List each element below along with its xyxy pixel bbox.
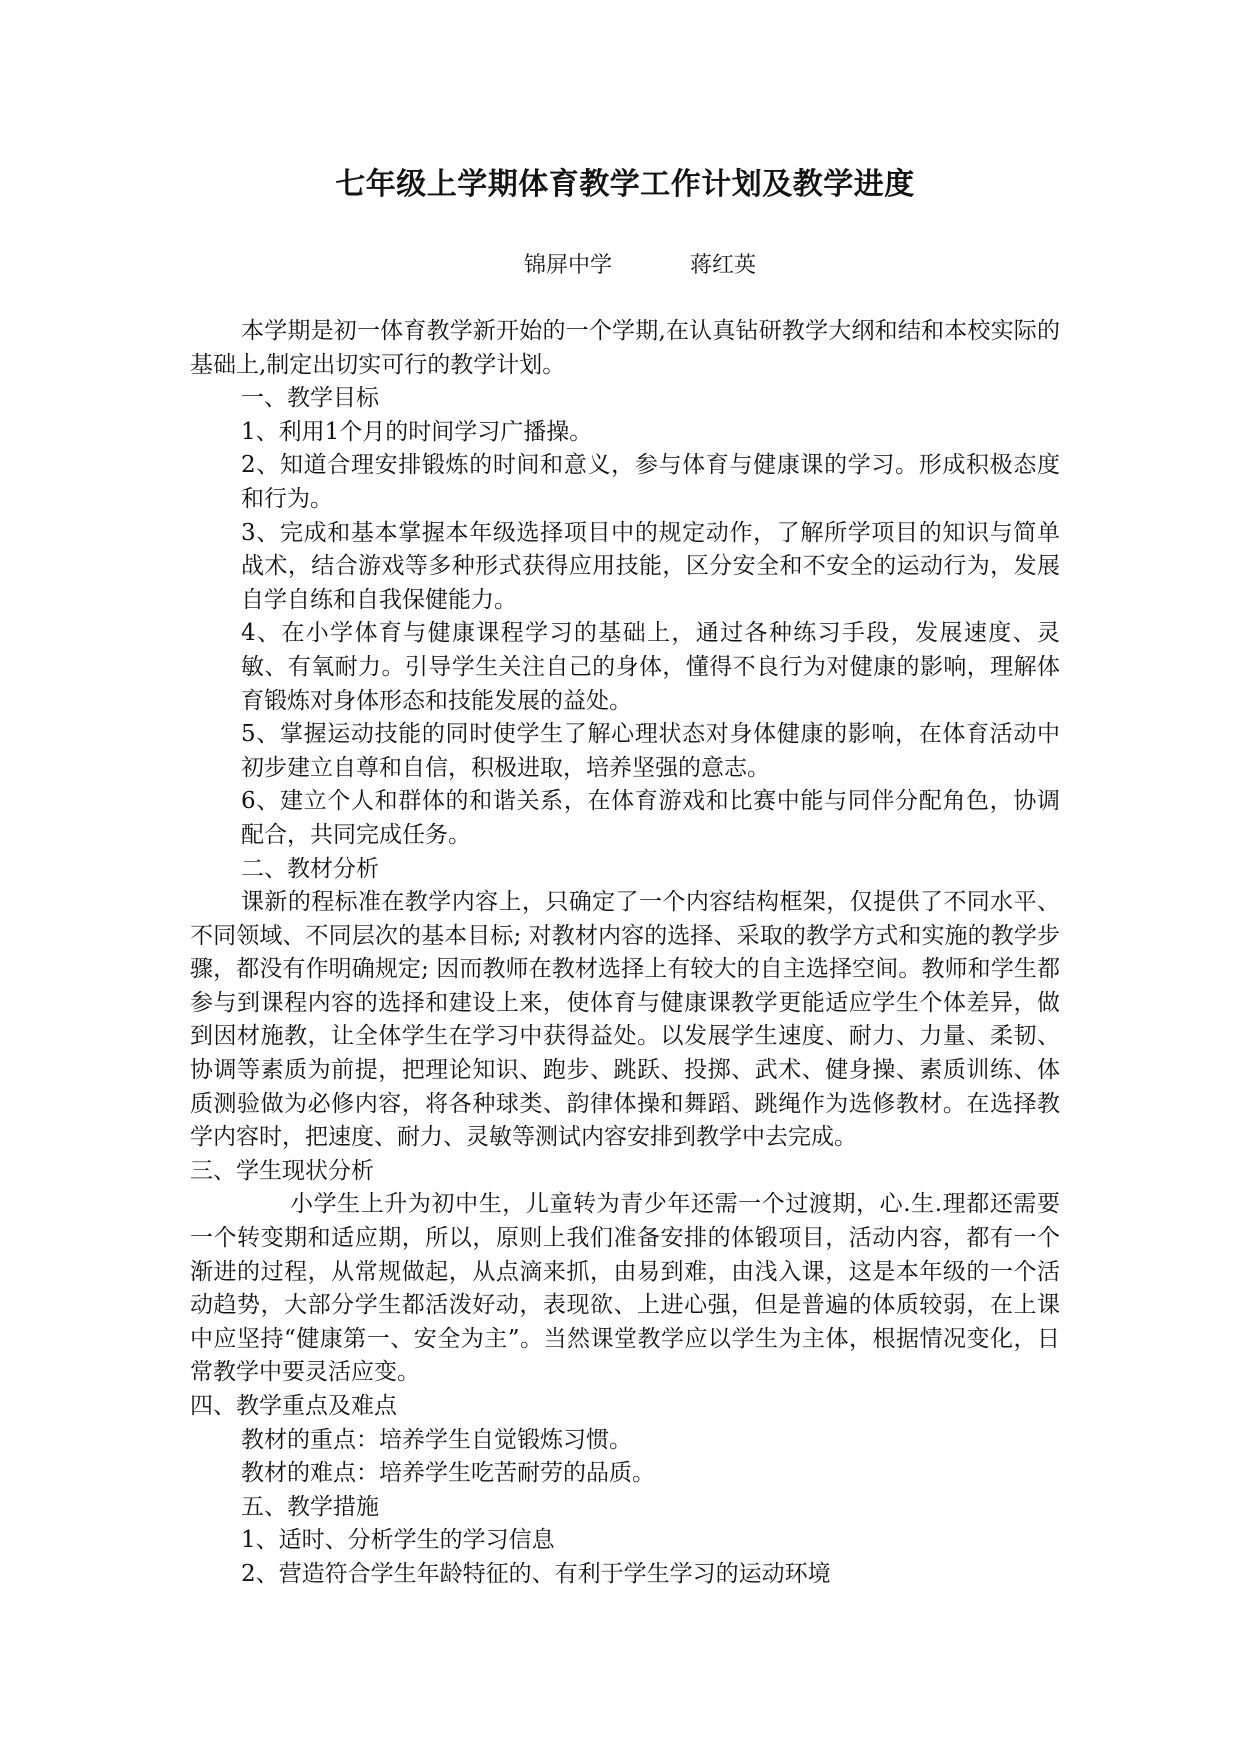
students-paragraph: 小学生上升为初中生，儿童转为青少年还需一个过渡期，心.生.理都还需要一个转变期和适应期，所以，原则上我们准备安排的体锻项目，活动内容，都有一个渐进的过程，从常规做起，从点滴来抓，由易到难，由浅入课，这是本年级的一个活动趋势，大部分学生都活泼好动，表现欲、上进心强，但是普遍的体质较弱，在上课中应坚持“健康第一、安全为主”。当然课堂教学应以学生为主体，根据情况变化，日常教学中要灵活应变。: [190, 1191, 1060, 1386]
key-point: 教材的重点：培养学生自觉锻炼习惯。: [241, 1426, 632, 1453]
section-heading-key-points: 四、教学重点及难点: [190, 1393, 397, 1419]
school-name: 锦屏中学: [523, 253, 612, 278]
document-page: [190, 0, 1060, 1754]
goal-item-3: 3、完成和基本掌握本年级选择项目中的规定动作，了解所学项目的知识与简单战术，结合游戏等多种形式获得应用技能，区分安全和不安全的运动行为，发展自学自练和自我保健能力。: [241, 519, 1060, 613]
goal-item-5: 5、掌握运动技能的同时使学生了解心理状态对身体健康的影响，在体育活动中初步建立自尊和自信，积极进取，培养坚强的意志。: [241, 721, 1060, 781]
section-heading-students: 三、学生现状分析: [190, 1157, 374, 1184]
goal-item-1: 1、利用1个月的时间学习广播操。: [241, 418, 593, 445]
measure-item-1: 1、适时、分析学生的学习信息: [241, 1527, 555, 1554]
goal-item-4: 4、在小学体育与健康课程学习的基础上，通过各种练习手段，发展速度、灵敏、有氧耐力。引导学生关注自己的身体，懂得不良行为对健康的影响，理解体育锻炼对身体形态和技能发展的益处。: [241, 620, 1060, 714]
goal-item-2: 2、知道合理安排锻炼的时间和意义，参与体育与健康课的学习。形成积极态度和行为。: [241, 452, 1060, 512]
difficulty-point: 教材的难点：培养学生吃苦耐劳的品质。: [241, 1460, 655, 1487]
measure-item-2: 2、营造符合学生年龄特征的、有利于学生学习的运动环境: [241, 1560, 831, 1587]
teacher-name: 蒋红英: [690, 253, 757, 278]
section-heading-measures: 五、教学措施: [241, 1493, 379, 1520]
materials-paragraph: 课新的程标准在教学内容上，只确定了一个内容结构框架，仅提供了不同水平、不同领域、不同层次的基本目标; 对教材内容的选择、采取的教学方式和实施的教学步骤，都没有作明确规定; 因而教师在教材选择上有较大的自主选择空间。教师和学生都参与到课程内容的选择和建设上来，使体育与健康课教学更能适应学生个体差异，做到因材施教，让全体学生在学习中获得益处。以发展学生速度、耐力、力量、柔韧、协调等素质为前提，把理论知识、跑步、跳跃、投掷、武术、健身操、素质训练、体质测验做为必修内容，将各种球类、韵律体操和舞蹈、跳绳作为选修教材。在选择教学内容时，把速度、耐力、灵敏等测试内容安排到教学中去完成。: [190, 889, 1060, 1151]
section-heading-goals: 一、教学目标: [241, 385, 379, 412]
intro-paragraph: 本学期是初一体育教学新开始的一个学期,在认真钻研教学大纲和结和本校实际的基础上,制定出切实可行的教学计划。: [190, 318, 1060, 378]
document-body: [190, 315, 1060, 1592]
document-title: 七年级上学期体育教学工作计划及教学进度: [335, 167, 915, 202]
author-line: [190, 250, 1060, 282]
section-heading-materials: 二、教材分析: [241, 855, 379, 882]
goal-item-6: 6、建立个人和群体的和谐关系，在体育游戏和比赛中能与同伴分配角色，协调配合，共同完成任务。: [241, 788, 1060, 848]
